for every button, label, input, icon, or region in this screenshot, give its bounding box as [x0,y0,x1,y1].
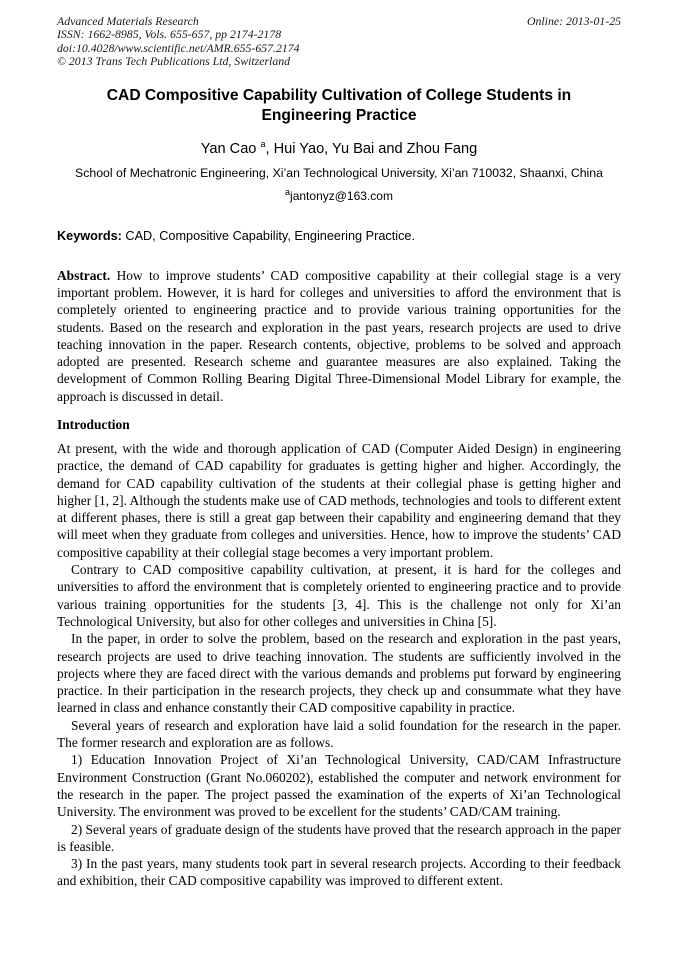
doi-line: doi:10.4028/www.scientific.net/AMR.655-657.2174 [57,40,300,55]
intro-paragraph-3: In the paper, in order to solve the problem, based on the research and exploration in the past years, research projects are used to drive teaching innovation. The students are sufficiently involved in the projects where they are faced direct with the various demands and problems put forward by engineering practice. In their participation in the research projects, they check up and consummate what they have learned in class and enhance constantly their CAD compositive capability in practice. [57,631,621,716]
section-heading-introduction: Introduction [57,417,130,432]
online-date: Online: 2013-01-25 [526,14,621,28]
keywords-line [57,229,621,243]
issn-line: ISSN: 1662-8985, Vols. 655-657, pp 2174-2178 [57,27,282,42]
abstract-paragraph [57,267,621,405]
affiliation-line: School of Mechatronic Engineering, Xi’an Technological University, Xi’an 710032, Shaanxi, China [75,165,603,180]
abstract-text: How to improve students’ CAD compositive capability at their collegial stage is a very important problem. However, it is hard for colleges and universities to afford the environment that is completely oriented to engineering practice and to provide various training opportunities for the students. Based on the research and exploration in the past years, research projects are used to drive teaching innovation in the paper. Research contents, objective, problems to be solved and approach adopted are presented. Research scheme and guarantee measures are also explained. Taking the development of Common Rolling Bearing Digital Three-Dimensional Model Library for example, the approach is discussed in detail. [57,267,621,404]
journal-header [57,15,621,69]
intro-paragraph-6: 2) Several years of graduate design of the students have proved that the research approach in the paper is feasible. [57,821,621,854]
keywords-label: Keywords: [57,228,122,243]
email-affiliation-mark: a [285,186,291,197]
author-affiliation-mark: a [260,138,266,149]
intro-paragraph-2: Contrary to CAD compositive capability cultivation, at present, it is hard for the colleges and universities to afford the environment that is completely oriented to engineering practice and to provide various training opportunities for the students [3, 4]. This is the challenge not only for Xi’an Technological University, but also for other colleges and universities in China [5]. [57,562,621,629]
intro-paragraph-5: 1) Education Innovation Project of Xi’an Technological University, CAD/CAM Infrastructure Environment Construction (Grant No.060202), established the computer and network environment for the research in the paper. The project passed the examination of the experts of Xi’an Technological University. The environment was proved to be excellent for the students’ CAD/CAM training. [57,752,621,820]
journal-name: Advanced Materials Research [57,14,199,28]
intro-paragraph-7: 3) In the past years, many students took part in several research projects. According to their feedback and exhibition, their CAD compositive capability was improved to different extent. [57,856,621,889]
author-first: Yan Cao [200,140,261,157]
paper-title: CAD Compositive Capability Cultivation of College Students in Engineering Practice [106,86,572,124]
authors-line [57,138,621,157]
keywords-text: CAD, Compositive Capability, Engineering Practice. [121,228,415,243]
intro-paragraph-1: At present, with the wide and thorough application of CAD (Computer Aided Design) in engineering practice, the demand of CAD capability for graduates is getting higher and higher. Accordingly, the demand for CAD capability cultivation of the students at their collegial phase is getting higher and higher [1, 2]. Although the students make use of CAD methods, technologies and tools to different extent at different phases, there is still a great gap between their capability and engineering demand that they will meet when they graduate from colleges and universities. Hence, how to improve the students’ CAD compositive capability at their collegial stage becomes a very important problem. [57,441,621,560]
email-address: jantonyz@163.com [290,188,393,203]
abstract-label: Abstract. [57,267,111,283]
intro-paragraph-4: Several years of research and exploration have laid a solid foundation for the research in the paper. The former research and exploration are as follows. [57,717,621,751]
authors-rest: , Hui Yao, Yu Bai and Zhou Fang [265,140,478,157]
journal-header-left [57,15,300,69]
copyright-line: © 2013 Trans Tech Publications Ltd, Switzerland [57,54,291,69]
email-line [57,186,621,203]
